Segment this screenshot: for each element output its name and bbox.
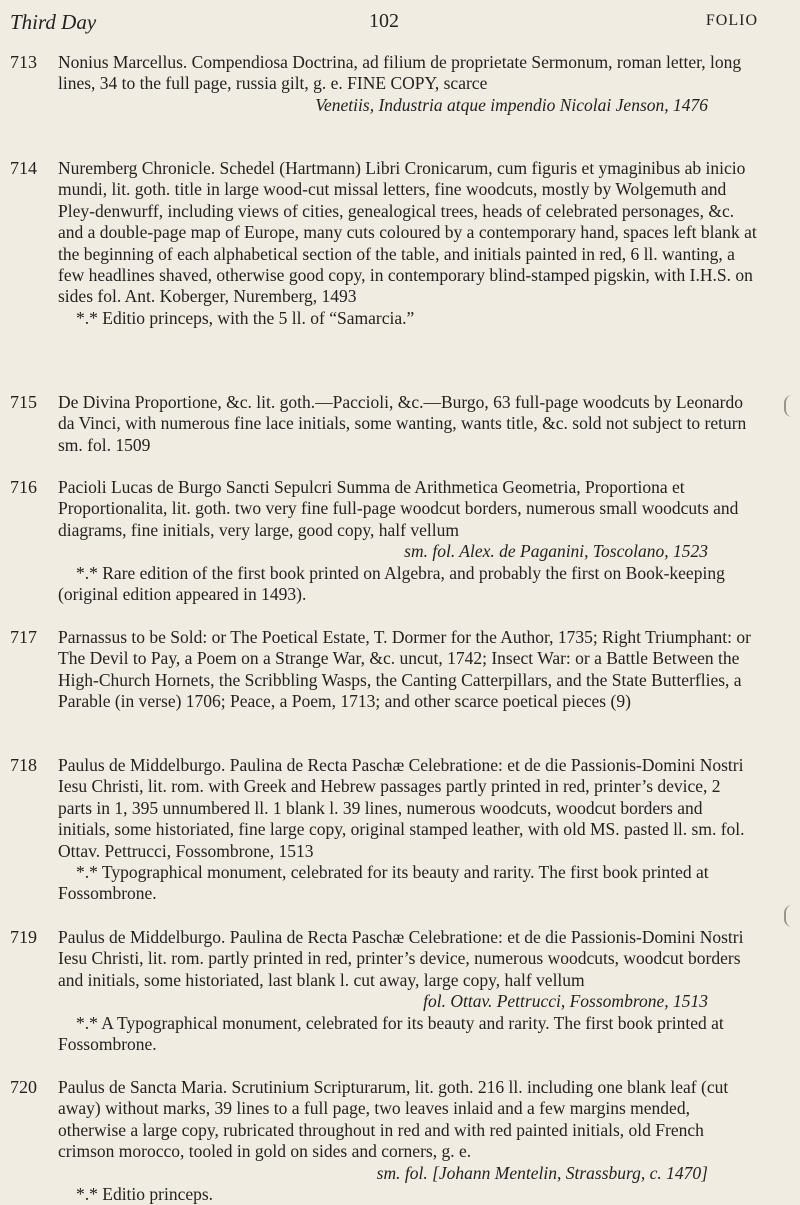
lot-number: 716 xyxy=(10,477,37,497)
lot-entry xyxy=(10,1077,758,1205)
lot-note: *.* Rare edition of the first book printed on Algebra, and probably the first on Book-keeping (original edition appeared in 1493). xyxy=(58,562,725,605)
lot-number: 720 xyxy=(10,1077,37,1097)
lot-entry xyxy=(10,52,758,158)
lot-imprint: sm. fol. [Johann Mentelin, Strassburg, c. 1470] xyxy=(376,1162,708,1183)
lot-description: Paulus de Middelburgo. Paulina de Recta Paschæ Celebratione: et de die Passionis-Domini Nostri Iesu Christi, lit. rom. partly printed in red, printer’s device, numerous woodcuts, woodcut borders and initials, some historiated, last blank l. cut away, large copy, half vellum xyxy=(58,927,744,990)
lot-entry xyxy=(10,755,758,927)
lot-description: Pacioli Lucas de Burgo Sancti Sepulcri Summa de Arithmetica Geometria, Proportiona et Proportionalita, lit. goth. two very fine full-page woodcut borders, numerous small woodcuts and diagrams, fine initials, very large, good copy, half vellum xyxy=(58,477,739,540)
lot-description: Parnassus to be Sold: or The Poetical Estate, T. Dormer for the Author, 1735; Right Triumphant: or The Devil to Pay, a Poem on a Strange War, &c. uncut, 1742; Insect War: or a Battle Between the High-Church Hornets, the Scribbling Wasps, the Canting Catterpillars, and the State Butterflies, a Parable (in verse) 1706; Peace, a Poem, 1713; and other scarce poetical pieces (9) xyxy=(58,627,751,712)
lot-number: 713 xyxy=(10,52,37,72)
binding-mark xyxy=(784,905,800,927)
lot-number: 715 xyxy=(10,392,37,412)
lot-imprint: fol. Ottav. Pettrucci, Fossombrone, 1513 xyxy=(423,991,708,1012)
lot-description: Nonius Marcellus. Compendiosa Doctrina, ad filium de proprietate Sermonum, roman letter, long lines, 34 to the full page, russia gilt, g. e. FINE COPY, scarce xyxy=(58,52,742,94)
lot-number: 717 xyxy=(10,627,37,647)
lot-note: *.* Editio princeps, with the 5 ll. of “Samarcia.” xyxy=(76,307,415,328)
lot-entry xyxy=(10,158,758,392)
lot-imprint: Venetiis, Industria atque impendio Nicolai Jenson, 1476 xyxy=(315,94,708,115)
format-label: FOLIO xyxy=(705,12,758,29)
lot-description: Paulus de Middelburgo. Paulina de Recta Paschæ Celebratione: et de die Passionis-Domini Nostri Iesu Christi, lit. rom. with Greek and Hebrew passages partly printed in red, printer’s device, 2 parts in 1, 395 unnumbered ll. 1 blank l. 39 lines, numerous woodcuts, woodcut borders and initials, some historiated, fine large copy, original stamped leather, with old MS. pasted ll. sm. fol. Ottav. Pettrucci, Fossombrone, 1513 xyxy=(58,755,745,861)
lot-number: 719 xyxy=(10,927,37,947)
binding-mark xyxy=(784,395,800,417)
lot-entry xyxy=(10,392,758,477)
lot-description: Nuremberg Chronicle. Schedel (Hartmann) Libri Cronicarum, cum figuris et ymaginibus ab inicio mundi, lit. goth. title in large wood-cut missal letters, fine woodcuts, mostly by Wolgemuth and Pley-denwurff, including views of cities, genealogical trees, heads of celebrated personages, &c. and a double-page map of Europe, many cuts coloured by a contemporary hand, spaces left blank at the beginning of each alphabetical section of the table, and initials painted in red, 6 ll. wanting, a few headlines shaved, otherwise good copy, in contemporary blind-stamped pigskin, with I.H.S. on sides fol. Ant. Koberger, Nuremberg, 1493 xyxy=(58,158,757,307)
lot-description: Paulus de Sancta Maria. Scrutinium Scripturarum, lit. goth. 216 ll. including one blank leaf (cut away) without marks, 39 lines to a full page, two leaves inlaid and a few margins mended, otherwise a large copy, rubricated throughout in red and with red painted initials, old French crimson morocco, tooled in gold on sides and corners, g. e. xyxy=(58,1077,729,1162)
lot-number: 714 xyxy=(10,158,37,178)
lot-list xyxy=(10,52,758,1205)
page-header xyxy=(10,10,758,40)
lot-note: *.* A Typographical monument, celebrated for its beauty and rarity. The first book printed at Fossombrone. xyxy=(58,1012,724,1055)
lot-note: *.* Typographical monument, celebrated for its beauty and rarity. The first book printed at Fossombrone. xyxy=(58,862,709,904)
lot-description: De Divina Proportione, &c. lit. goth.—Paccioli, &c.—Burgo, 63 full-page woodcuts by Leonardo da Vinci, with numerous fine lace initials, some wanting, wants title, &c. sold not subject to return sm. fol. 1509 xyxy=(58,392,747,455)
lot-number: 718 xyxy=(10,755,37,775)
lot-entry xyxy=(10,627,758,755)
lot-note: *.* Editio princeps. xyxy=(76,1184,214,1205)
page-number: 102 xyxy=(369,10,399,32)
lot-imprint: sm. fol. Alex. de Paganini, Toscolano, 1523 xyxy=(404,541,708,562)
running-head: Third Day xyxy=(10,10,97,34)
lot-entry xyxy=(10,477,758,627)
lot-entry xyxy=(10,927,758,1077)
